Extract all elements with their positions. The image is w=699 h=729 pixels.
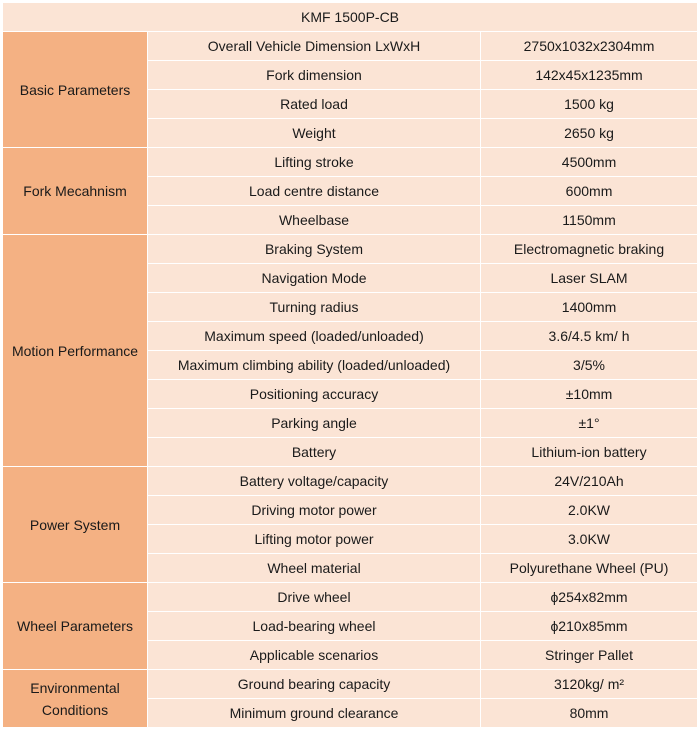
parameter-cell: Load centre distance [148,177,481,206]
value-cell: 3120kg/ m² [481,670,698,699]
value-cell: 600mm [481,177,698,206]
table-row [3,148,698,177]
value-cell: 4500mm [481,148,698,177]
table-row [3,670,698,699]
parameter-cell: Wheel material [148,554,481,583]
value-cell: Stringer Pallet [481,641,698,670]
table-row [3,467,698,496]
table-row [3,32,698,61]
value-cell: 1400mm [481,293,698,322]
title-row [3,3,698,32]
parameter-cell: Weight [148,119,481,148]
value-cell: ±1° [481,409,698,438]
parameter-cell: Rated load [148,90,481,119]
parameter-cell: Driving motor power [148,496,481,525]
parameter-cell: Load-bearing wheel [148,612,481,641]
parameter-cell: Drive wheel [148,583,481,612]
value-cell: ϕ254x82mm [481,583,698,612]
parameter-cell: Battery voltage/capacity [148,467,481,496]
value-cell: 2.0KW [481,496,698,525]
value-cell: 3.6/4.5 km/ h [481,322,698,351]
table-row [3,583,698,612]
value-cell: 3.0KW [481,525,698,554]
parameter-cell: Fork dimension [148,61,481,90]
value-cell: Polyurethane Wheel (PU) [481,554,698,583]
value-cell: Electromagnetic braking [481,235,698,264]
category-cell: Fork Mecahnism [3,148,148,235]
value-cell: Lithium-ion battery [481,438,698,467]
value-cell: 80mm [481,699,698,728]
parameter-cell: Turning radius [148,293,481,322]
category-cell: Wheel Parameters [3,583,148,670]
parameter-cell: Navigation Mode [148,264,481,293]
value-cell: 1150mm [481,206,698,235]
value-cell: 1500 kg [481,90,698,119]
parameter-cell: Parking angle [148,409,481,438]
spec-table [2,2,698,728]
parameter-cell: Minimum ground clearance [148,699,481,728]
category-cell: Power System [3,467,148,583]
value-cell: Laser SLAM [481,264,698,293]
table-row [3,235,698,264]
parameter-cell: Overall Vehicle Dimension LxWxH [148,32,481,61]
value-cell: 2650 kg [481,119,698,148]
spec-table-body [3,3,698,728]
parameter-cell: Applicable scenarios [148,641,481,670]
parameter-cell: Wheelbase [148,206,481,235]
value-cell: 24V/210Ah [481,467,698,496]
value-cell: ϕ210x85mm [481,612,698,641]
parameter-cell: Maximum speed (loaded/unloaded) [148,322,481,351]
value-cell: 2750x1032x2304mm [481,32,698,61]
category-cell: Basic Parameters [3,32,148,148]
value-cell: 142x45x1235mm [481,61,698,90]
category-cell: Environmental Conditions [3,670,148,728]
value-cell: 3/5% [481,351,698,380]
parameter-cell: Battery [148,438,481,467]
value-cell: ±10mm [481,380,698,409]
parameter-cell: Braking System [148,235,481,264]
parameter-cell: Lifting stroke [148,148,481,177]
parameter-cell: Lifting motor power [148,525,481,554]
category-cell: Motion Performance [3,235,148,467]
table-title: KMF 1500P-CB [3,3,698,32]
parameter-cell: Ground bearing capacity [148,670,481,699]
parameter-cell: Maximum climbing ability (loaded/unloaded) [148,351,481,380]
parameter-cell: Positioning accuracy [148,380,481,409]
